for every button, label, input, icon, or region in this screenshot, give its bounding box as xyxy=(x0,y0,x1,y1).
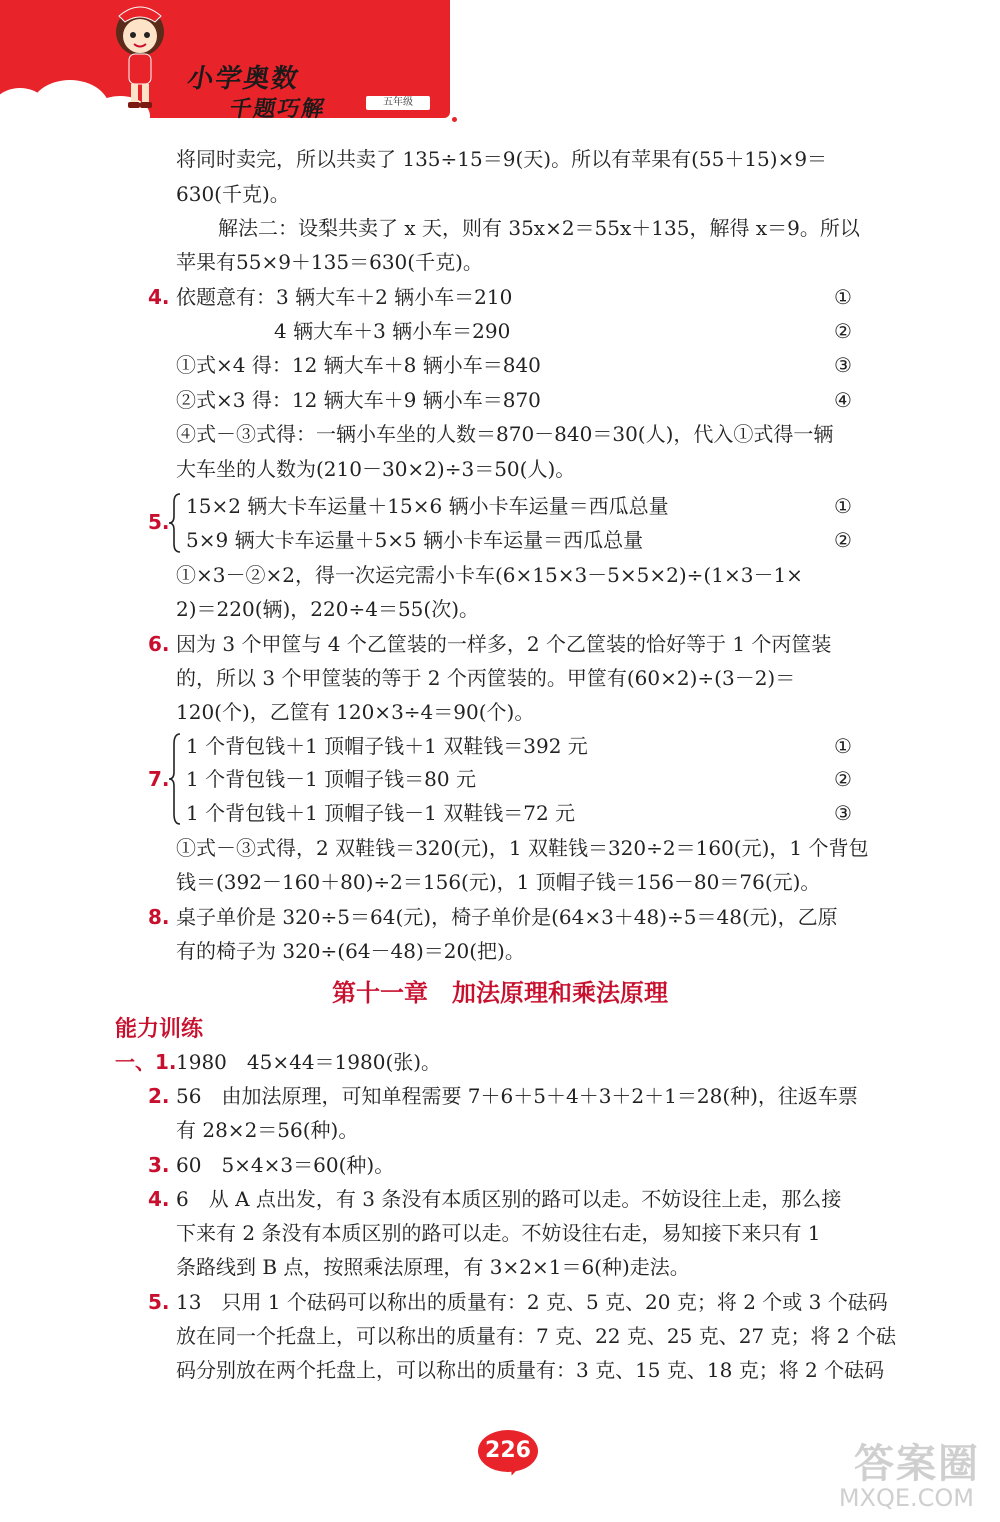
text-line: 解法二：设梨共卖了 x 天，则有 35x×2＝55x＋135，解得 x＝9。所以 xyxy=(218,216,860,240)
question-number: 7. xyxy=(148,767,170,791)
text-line: 下来有 2 条没有本质区别的路可以走。不妨设往右走，易知接下来只有 1 xyxy=(176,1221,821,1245)
question-number: 2. xyxy=(148,1084,170,1108)
question-number: 5. xyxy=(148,510,170,534)
text-line: 2)＝220(辆)，220÷4＝55(次)。 xyxy=(176,597,480,621)
equation-mark: ④ xyxy=(834,388,852,412)
text-line: 有的椅子为 320÷(64－48)＝20(把)。 xyxy=(176,939,525,963)
grade-label: 五年级 xyxy=(366,96,430,110)
text-line: 1 个背包钱＋1 顶帽子钱＋1 双鞋钱＝392 元 xyxy=(186,734,588,758)
equation-mark: ① xyxy=(834,494,852,518)
text-line: 有 28×2＝56(种)。 xyxy=(176,1118,359,1142)
equation-mark: ① xyxy=(834,285,852,309)
question-number: 3. xyxy=(148,1153,170,1177)
text-line: 6 从 A 点出发，有 3 条没有本质区别的路可以走。不妨设往上走，那么接 xyxy=(176,1187,842,1211)
text-line: 因为 3 个甲筐与 4 个乙筐装的一样多，2 个乙筐装的恰好等于 1 个丙筐装 xyxy=(176,632,832,656)
question-number: 8. xyxy=(148,905,170,929)
equation-mark: ② xyxy=(834,528,852,552)
text-line: 苹果有55×9＋135＝630(千克)。 xyxy=(176,250,483,274)
question-number: 4. xyxy=(148,1187,170,1211)
text-line: 5×9 辆大卡车运量＋5×5 辆小卡车运量＝西瓜总量 xyxy=(186,528,644,552)
text-line: 桌子单价是 320÷5＝64(元)，椅子单价是(64×3＋48)÷5＝48(元)，乙原 xyxy=(176,905,838,929)
equation-mark: ① xyxy=(834,734,852,758)
brace-icon xyxy=(168,732,182,826)
section-heading: 能力训练 xyxy=(115,1017,204,1042)
book-subtitle: 千题巧解 xyxy=(227,96,329,122)
page-header xyxy=(0,0,450,120)
text-line: 1980 45×44＝1980(张)。 xyxy=(176,1050,442,1074)
text-line: ④式－③式得：一辆小车坐的人数＝870－840＝30(人)，代入①式得一辆 xyxy=(176,422,834,446)
text-line: 放在同一个托盘上，可以称出的质量有：7 克、22 克、25 克、27 克；将 2 个砝 xyxy=(176,1324,896,1348)
equation-mark: ③ xyxy=(834,353,852,377)
header-dot xyxy=(452,117,457,122)
text-line: 条路线到 B 点，按照乘法原理，有 3×2×1＝6(种)走法。 xyxy=(176,1255,690,1279)
chapter-heading: 第十一章 加法原理和乘法原理 xyxy=(332,979,668,1007)
question-number: 4. xyxy=(148,285,170,309)
question-number: 6. xyxy=(148,632,170,656)
text-line: 1 个背包钱－1 顶帽子钱＝80 元 xyxy=(186,767,476,791)
cartoon-girl-icon xyxy=(105,2,175,110)
text-line: 1 个背包钱＋1 顶帽子钱－1 双鞋钱＝72 元 xyxy=(186,801,576,825)
text-line: 15×2 辆大卡车运量＋15×6 辆小卡车运量＝西瓜总量 xyxy=(186,494,669,518)
question-number: 一、1. xyxy=(115,1050,177,1074)
text-line: 的，所以 3 个甲筐装的等于 2 个丙筐装的。甲筐有(60×2)÷(3－2)＝ xyxy=(176,666,796,690)
brace-icon xyxy=(168,492,182,554)
question-number: 5. xyxy=(148,1290,170,1314)
watermark-site: MXQE.COM xyxy=(838,1484,974,1512)
text-line: 630(千克)。 xyxy=(176,182,290,206)
text-line: 13 只用 1 个砝码可以称出的质量有：2 克、5 克、20 克；将 2 个或 3 个砝码 xyxy=(176,1290,888,1314)
equation-mark: ② xyxy=(834,319,852,343)
text-line: ①×3－②×2，得一次运完需小卡车(6×15×3－5×5×2)÷(1×3－1× xyxy=(176,563,803,587)
text-line: 120(个)，乙筐有 120×3÷4＝90(个)。 xyxy=(176,700,535,724)
text-line: 60 5×4×3＝60(种)。 xyxy=(176,1153,395,1177)
watermark xyxy=(760,1432,980,1514)
equation-mark: ③ xyxy=(834,801,852,825)
text-line: ①式×4 得：12 辆大车＋8 辆小车＝840 xyxy=(176,353,541,377)
equation-mark: ② xyxy=(834,767,852,791)
text-line: 56 由加法原理，可知单程需要 7＋6＋5＋4＋3＋2＋1＝28(种)，往返车票 xyxy=(176,1084,858,1108)
text-line: 钱＝(392－160＋80)÷2＝156(元)，1 顶帽子钱＝156－80＝76(元)。 xyxy=(176,870,821,894)
text-line: 将同时卖完，所以共卖了 135÷15＝9(天)。所以有苹果有(55＋15)×9＝ xyxy=(176,147,828,171)
text-line: 大车坐的人数为(210－30×2)÷3＝50(人)。 xyxy=(176,457,576,481)
text-line: ①式－③式得，2 双鞋钱＝320(元)，1 双鞋钱＝320÷2＝160(元)，1 个背包 xyxy=(176,836,869,860)
text-line: 码分别放在两个托盘上，可以称出的质量有：3 克、15 克、18 克；将 2 个砝码 xyxy=(176,1358,885,1382)
text-line: 4 辆大车＋3 辆小车＝290 xyxy=(274,319,511,343)
watermark-logo: 答案圈 xyxy=(854,1441,980,1487)
page-number: 226 xyxy=(478,1430,538,1472)
book-title: 小学奥数 xyxy=(184,64,303,94)
text-line: 依题意有：3 辆大车＋2 辆小车＝210 xyxy=(176,285,513,309)
text-line: ②式×3 得：12 辆大车＋9 辆小车＝870 xyxy=(176,388,541,412)
